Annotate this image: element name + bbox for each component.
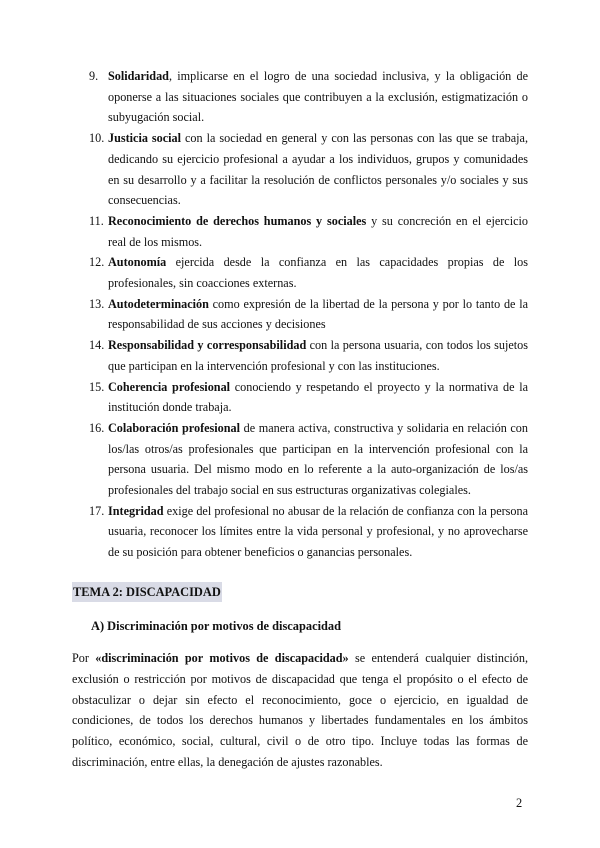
page-number: 2 [516,796,523,810]
list-item [72,128,528,211]
item-term: Reconocimiento de derechos humanos y sociales [108,213,367,228]
item-number: 15. [89,379,105,394]
item-number: 17. [89,503,105,518]
item-term: Responsabilidad y corresponsabilidad [108,338,307,353]
list-item [72,294,528,335]
list-item [72,66,528,128]
paragraph-term: «discriminación por motivos de discapacidad» [95,651,349,665]
item-number: 10. [89,131,105,146]
item-term: Integridad [108,503,164,518]
section-heading: TEMA 2: DISCAPACIDAD [72,582,222,602]
item-text: exige del profesional no abusar de la relación de confianza con la persona usuaria, reconocer los límites entre la vida personal y profesional, y no aprovecharse de su posición para obtener beneficios o ganancias personales. [108,503,528,560]
item-text: de manera activa, constructiva y solidaria en relación con los/las otros/as profesionales que participan en la intervención profesional con la persona usuaria. Del mismo modo en lo referente a la auto-organización de los/as profesionales del trabajo social en sus estructuras organizativas colegiales. [108,420,528,498]
item-term: Colaboración profesional [108,420,241,435]
subsection-heading: A) Discriminación por motivos de discapacidad [91,619,342,633]
item-number: 14. [89,338,105,353]
item-term: Autonomía [108,255,167,270]
item-term: Coherencia profesional [108,379,231,394]
item-text: y su concreción en el ejercicio real de los mismos. [108,213,528,249]
item-number: 12. [89,255,105,270]
item-text: ejercida desde la confianza en las capacidades propias de los profesionales, sin coacciones externas. [108,255,528,291]
paragraph-lead: Por [72,651,96,665]
item-text: , implicarse en el logro de una sociedad inclusiva, y la obligación de oponerse a las situaciones sociales que contribuyen a la exclusión, estigmatización o subyugación social. [108,69,528,125]
item-text: como expresión de la libertad de la persona y por lo tanto de la responsabilidad de sus acciones y decisiones [108,296,528,332]
paragraph-text: se entenderá cualquier distinción, exclusión o restricción por motivos de discapacidad que tenga el propósito o el efecto de obstaculizar o dejar sin efecto el reconocimiento, goce o ejercicio, en igualdad de condiciones, de todos los derechos humanos y libertades fundamentales en los ámbitos político, económico, social, cultural, civil o de otro tipo. Incluye todas las formas de discriminación, entre ellas, la denegación de ajustes razonables. [72,651,528,769]
item-text: conociendo y respetando el proyecto y la normativa de la institución donde trabaja. [108,379,529,415]
item-number: 13. [89,296,105,311]
principles-list [72,66,528,563]
list-item [72,501,528,563]
item-text: con la persona usuaria, con todos los sujetos que participan en la intervención profesional y con las instituciones. [108,338,528,373]
list-item [72,377,528,418]
list-item [72,252,528,293]
item-term: Autodeterminación [108,296,209,311]
item-text: con la sociedad en general y con las personas con las que se trabaja, dedicando su ejercicio profesional a ayudar a los individuos, grupos y comunidades en su desarrollo y a facilitar la resolución de conflictos personales y/o sociales y sus consecuencias. [108,131,529,208]
list-item [72,335,528,376]
item-number: 11. [89,213,104,228]
item-number: 16. [89,420,105,435]
list-item [72,418,528,501]
list-item [72,211,528,252]
item-number: 9. [89,69,99,83]
item-term: Solidaridad [108,69,169,83]
item-term: Justicia social [108,131,182,146]
body-paragraph [72,648,528,773]
